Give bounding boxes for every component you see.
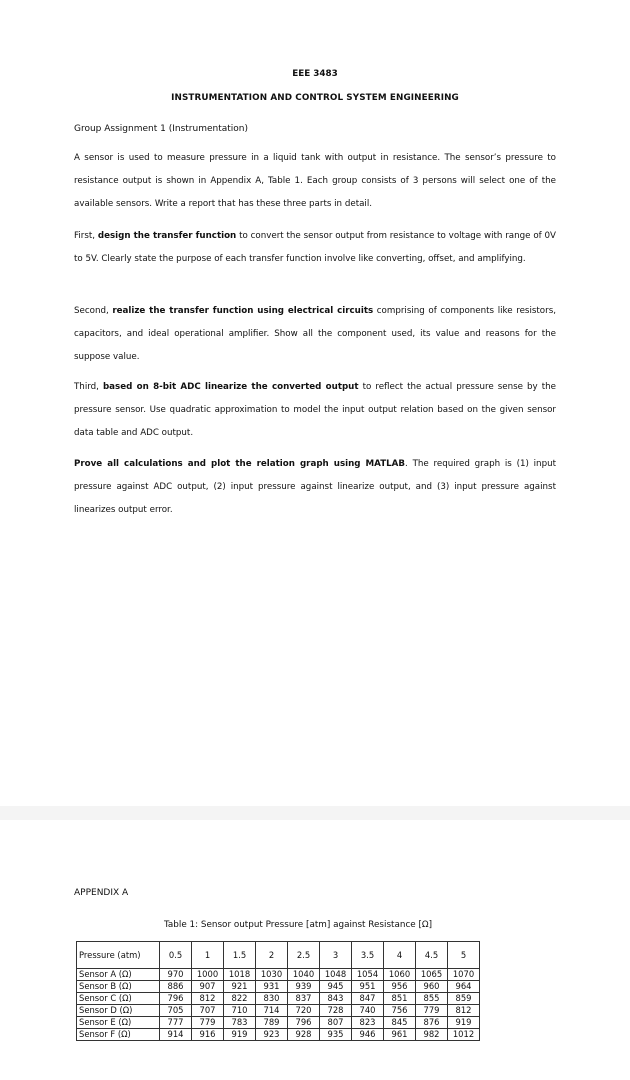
resistance-cell: 919 [224, 1029, 256, 1041]
pressure-cell: 4 [384, 942, 416, 969]
resistance-cell: 812 [448, 1005, 480, 1017]
resistance-cell: 982 [416, 1029, 448, 1041]
resistance-cell: 777 [160, 1017, 192, 1029]
table-header-row [77, 942, 480, 969]
resistance-cell: 1054 [352, 969, 384, 981]
resistance-cell: 843 [320, 993, 352, 1005]
part-three-paragraph [74, 376, 556, 445]
resistance-cell: 705 [160, 1005, 192, 1017]
resistance-cell: 789 [256, 1017, 288, 1029]
resistance-cell: 907 [192, 981, 224, 993]
resistance-cell: 923 [256, 1029, 288, 1041]
part-two-paragraph [74, 300, 556, 369]
resistance-cell: 1040 [288, 969, 320, 981]
resistance-cell: 1018 [224, 969, 256, 981]
intro-text: A sensor is used to measure pressure in a liquid tank with output in resistance. The sensor’s pressure to resistance output is shown in Appendix A, Table 1. Each group consists of 3 persons will select one of the available sensors. Write a report that has these three parts in detail. [74, 153, 556, 209]
resistance-cell: 1000 [192, 969, 224, 981]
resistance-cell: 845 [384, 1017, 416, 1029]
sensor-label-cell: Sensor B (Ω) [77, 981, 160, 993]
resistance-cell: 847 [352, 993, 384, 1005]
resistance-cell: 876 [416, 1017, 448, 1029]
resistance-cell: 830 [256, 993, 288, 1005]
resistance-cell: 951 [352, 981, 384, 993]
resistance-cell: 779 [416, 1005, 448, 1017]
table-row [77, 981, 480, 993]
part-two-emphasis: realize the transfer function using electrical circuits [112, 306, 374, 316]
pressure-cell: 2 [256, 942, 288, 969]
resistance-cell: 710 [224, 1005, 256, 1017]
part-three-text: to reflect the actual pressure sense by the pressure sensor. Use quadratic approximation to model the input output relation based on the given sensor data table and ADC output. [74, 382, 556, 438]
page-separator [0, 806, 630, 820]
resistance-cell: 796 [160, 993, 192, 1005]
resistance-cell: 946 [352, 1029, 384, 1041]
part-three-emphasis: based on 8-bit ADC linearize the converted output [102, 382, 359, 392]
pressure-cell: 1.5 [224, 942, 256, 969]
table-row [77, 993, 480, 1005]
resistance-cell: 707 [192, 1005, 224, 1017]
part-one-lead: First, [74, 231, 98, 241]
sensor-label-cell: Sensor C (Ω) [77, 993, 160, 1005]
resistance-cell: 779 [192, 1017, 224, 1029]
resistance-cell: 916 [192, 1029, 224, 1041]
resistance-cell: 886 [160, 981, 192, 993]
resistance-cell: 822 [224, 993, 256, 1005]
table-caption: Table 1: Sensor output Pressure [atm] against Resistance [Ω] [164, 920, 433, 930]
resistance-cell: 720 [288, 1005, 320, 1017]
resistance-cell: 1030 [256, 969, 288, 981]
resistance-cell: 756 [384, 1005, 416, 1017]
resistance-cell: 931 [256, 981, 288, 993]
table-row [77, 1029, 480, 1041]
resistance-cell: 812 [192, 993, 224, 1005]
resistance-cell: 964 [448, 981, 480, 993]
table-row [77, 1017, 480, 1029]
sensor-label-cell: Sensor F (Ω) [77, 1029, 160, 1041]
pressure-cell: 2.5 [288, 942, 320, 969]
resistance-cell: 823 [352, 1017, 384, 1029]
resistance-cell: 859 [448, 993, 480, 1005]
appendix-title: APPENDIX A [74, 888, 129, 898]
sensor-label-cell: Sensor A (Ω) [77, 969, 160, 981]
resistance-cell: 1070 [448, 969, 480, 981]
resistance-cell: 939 [288, 981, 320, 993]
pressure-cell: 0.5 [160, 942, 192, 969]
resistance-cell: 1012 [448, 1029, 480, 1041]
resistance-cell: 914 [160, 1029, 192, 1041]
resistance-cell: 796 [288, 1017, 320, 1029]
pressure-cell: 5 [448, 942, 480, 969]
resistance-cell: 956 [384, 981, 416, 993]
resistance-cell: 961 [384, 1029, 416, 1041]
resistance-cell: 1048 [320, 969, 352, 981]
sensor-table [76, 941, 480, 1041]
resistance-cell: 970 [160, 969, 192, 981]
matlab-emphasis: Prove all calculations and plot the relation graph using MATLAB [74, 459, 406, 469]
part-one-paragraph [74, 225, 556, 271]
pressure-cell: 3 [320, 942, 352, 969]
matlab-paragraph [74, 453, 556, 522]
resistance-cell: 928 [288, 1029, 320, 1041]
sensor-label-cell: Sensor E (Ω) [77, 1017, 160, 1029]
resistance-cell: 921 [224, 981, 256, 993]
table-row [77, 969, 480, 981]
part-one-text: to convert the sensor output from resistance to voltage with range of 0V to 5V. Clearly state the purpose of each transfer function involve like converting, offset, and amplifying. [74, 231, 556, 264]
resistance-cell: 714 [256, 1005, 288, 1017]
resistance-cell: 851 [384, 993, 416, 1005]
resistance-cell: 837 [288, 993, 320, 1005]
resistance-cell: 807 [320, 1017, 352, 1029]
resistance-cell: 1060 [384, 969, 416, 981]
pressure-header-cell: Pressure (atm) [77, 942, 160, 969]
course-code: EEE 3483 [292, 69, 338, 79]
pressure-cell: 4.5 [416, 942, 448, 969]
part-one-emphasis: design the transfer function [97, 231, 237, 241]
pressure-cell: 3.5 [352, 942, 384, 969]
resistance-cell: 855 [416, 993, 448, 1005]
intro-paragraph [74, 147, 556, 216]
pressure-cell: 1 [192, 942, 224, 969]
resistance-cell: 740 [352, 1005, 384, 1017]
course-title: INSTRUMENTATION AND CONTROL SYSTEM ENGINEERING [171, 93, 459, 103]
resistance-cell: 945 [320, 981, 352, 993]
sensor-label-cell: Sensor D (Ω) [77, 1005, 160, 1017]
part-two-lead: Second, [74, 306, 113, 316]
resistance-cell: 960 [416, 981, 448, 993]
table-row [77, 1005, 480, 1017]
part-three-lead: Third, [74, 382, 103, 392]
resistance-cell: 919 [448, 1017, 480, 1029]
resistance-cell: 728 [320, 1005, 352, 1017]
resistance-cell: 935 [320, 1029, 352, 1041]
assignment-title: Group Assignment 1 (Instrumentation) [74, 124, 248, 134]
matlab-text: . The required graph is (1) input pressure against ADC output, (2) input pressure against linearize output, and (3) input pressure against linearizes output error. [74, 459, 556, 515]
resistance-cell: 783 [224, 1017, 256, 1029]
part-two-text: comprising of components like resistors, capacitors, and ideal operational amplifier. Show all the component used, its value and reasons for the suppose value. [74, 306, 556, 362]
resistance-cell: 1065 [416, 969, 448, 981]
